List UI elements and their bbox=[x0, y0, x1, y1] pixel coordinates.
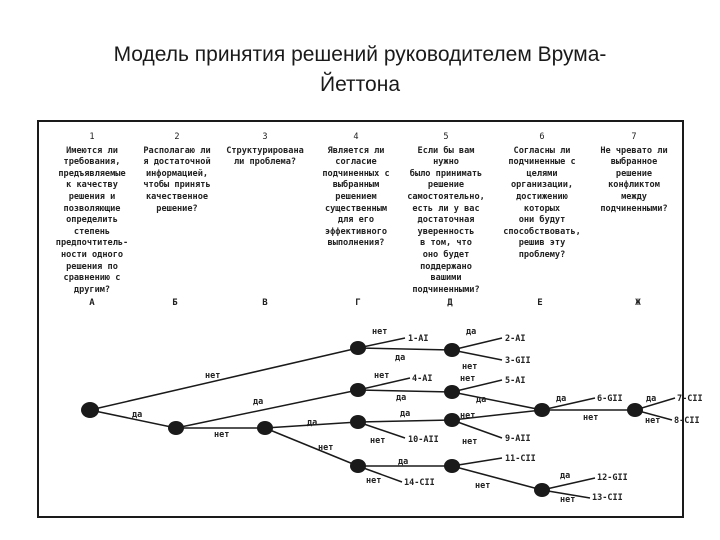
node-zh bbox=[627, 403, 643, 417]
question-2-number: 2 bbox=[174, 132, 180, 142]
question-3-number: 3 bbox=[262, 132, 268, 142]
branch-labels bbox=[132, 327, 660, 505]
question-6-number: 6 bbox=[539, 132, 545, 142]
question-4-text: Является ли согласие подчиненных с выбранным решением существенным для его эффективного выполнения? bbox=[322, 145, 390, 249]
label-no-zh: нет bbox=[645, 416, 661, 426]
label-yes-g2: да bbox=[396, 393, 407, 403]
branch-g1-yes bbox=[358, 348, 452, 350]
label-yes-d1: да bbox=[466, 327, 477, 337]
outcome-1: 1-AI bbox=[408, 334, 429, 344]
label-yes-d2: да bbox=[476, 395, 487, 405]
column-letter-b: Б bbox=[172, 298, 178, 308]
branch-g3-yes bbox=[358, 420, 452, 422]
branch-d2-yes bbox=[452, 392, 542, 410]
label-no-g3: нет bbox=[370, 436, 386, 446]
column-letter-v: В bbox=[262, 298, 268, 308]
outcome-14: 14-CII bbox=[404, 478, 435, 488]
branch-a-upper bbox=[90, 348, 358, 410]
label-yes-b: да bbox=[253, 397, 264, 407]
label-no-d4: нет bbox=[475, 481, 491, 491]
outcome-11: 11-CII bbox=[505, 454, 536, 464]
question-7-text: Не чревато ли выбранное решение конфликтом между подчиненными? bbox=[600, 145, 668, 214]
outcome-3: 3-GII bbox=[505, 356, 531, 366]
node-a bbox=[81, 402, 99, 418]
label-no-e: нет bbox=[583, 413, 599, 423]
node-b bbox=[168, 421, 184, 435]
question-3-text: Структурирована ли проблема? bbox=[226, 145, 304, 168]
label-no-e2: нет bbox=[560, 495, 576, 505]
question-2-text: Располагаю ли я достаточной информацией, чтобы принять качественное решение? bbox=[143, 145, 211, 214]
branch-e-yes bbox=[542, 398, 595, 410]
outcome-2: 2-AI bbox=[505, 334, 526, 344]
title-line-2: Йеттона bbox=[319, 73, 401, 96]
column-letter-zh: Ж bbox=[635, 298, 641, 308]
title-line-1: Модель принятия решений руководителем Врума- bbox=[113, 43, 607, 66]
label-yes-e: да bbox=[556, 394, 567, 404]
label-no-v: нет bbox=[318, 443, 334, 453]
label-no-b: нет bbox=[214, 430, 230, 440]
label-yes-v: да bbox=[307, 418, 318, 428]
branch-v-lower bbox=[265, 428, 358, 466]
label-yes-g1: да bbox=[395, 353, 406, 363]
node-d1 bbox=[444, 343, 460, 357]
branch-d3-no bbox=[452, 420, 502, 438]
node-e1 bbox=[534, 403, 550, 417]
branch-g2-yes bbox=[358, 390, 452, 392]
node-d3 bbox=[444, 413, 460, 427]
outcome-9: 9-AII bbox=[505, 434, 531, 444]
label-no-d2: нет bbox=[460, 374, 476, 384]
node-g3 bbox=[350, 415, 366, 429]
column-letter-e: Е bbox=[537, 298, 543, 308]
label-no-a: нет bbox=[205, 371, 221, 381]
node-d2 bbox=[444, 385, 460, 399]
label-yes-e2: да bbox=[560, 471, 571, 481]
column-letter-g: Г bbox=[355, 298, 361, 308]
outcome-6: 6-GII bbox=[597, 394, 623, 404]
node-d4 bbox=[444, 459, 460, 473]
question-5-number: 5 bbox=[443, 132, 449, 142]
column-letter-a: А bbox=[89, 298, 95, 308]
label-yes-g3: да bbox=[400, 409, 411, 419]
label-yes-g4: да bbox=[398, 457, 409, 467]
question-1-number: 1 bbox=[89, 132, 95, 142]
tree-nodes bbox=[81, 341, 643, 497]
outcome-5: 5-AI bbox=[505, 376, 526, 386]
outcome-7: 7-CII bbox=[677, 394, 703, 404]
label-no-g4: нет bbox=[366, 476, 382, 486]
label-yes-a: да bbox=[132, 410, 143, 420]
branch-d4-no bbox=[452, 466, 542, 490]
label-no-d1: нет bbox=[462, 362, 478, 372]
question-4-number: 4 bbox=[353, 132, 359, 142]
node-g2 bbox=[350, 383, 366, 397]
label-no-d3b: нет bbox=[462, 437, 478, 447]
node-v bbox=[257, 421, 273, 435]
question-5-text: Если бы вам нужно было принимать решение самостоятельно, есть ли у вас достаточная уверенность в том, что оно будет поддержано вашими подчиненными? bbox=[407, 145, 485, 295]
outcome-8: 8-CII bbox=[674, 416, 700, 426]
label-yes-zh: да bbox=[646, 394, 657, 404]
column-letter-d: Д bbox=[447, 298, 453, 308]
outcome-10: 10-AII bbox=[408, 435, 439, 445]
question-7-number: 7 bbox=[631, 132, 637, 142]
node-e2 bbox=[534, 483, 550, 497]
label-no-g2: нет bbox=[374, 371, 390, 381]
node-g4 bbox=[350, 459, 366, 473]
label-no-g1: нет bbox=[372, 327, 388, 337]
question-1-text: Имеются ли требования, предъявляемые к качеству решения и позволяющие определить степень предпочтитель- ности одного решения по сравнению с другим? bbox=[55, 145, 129, 295]
label-no-d3: нет bbox=[460, 411, 476, 421]
question-6-text: Согласны ли подчиненные с целями организации, достижению которых они будут способствовать, решив эту проблему? bbox=[503, 145, 581, 260]
node-g1 bbox=[350, 341, 366, 355]
outcome-12: 12-GII bbox=[597, 473, 628, 483]
outcome-4: 4-AI bbox=[412, 374, 433, 384]
outcome-13: 13-CII bbox=[592, 493, 623, 503]
